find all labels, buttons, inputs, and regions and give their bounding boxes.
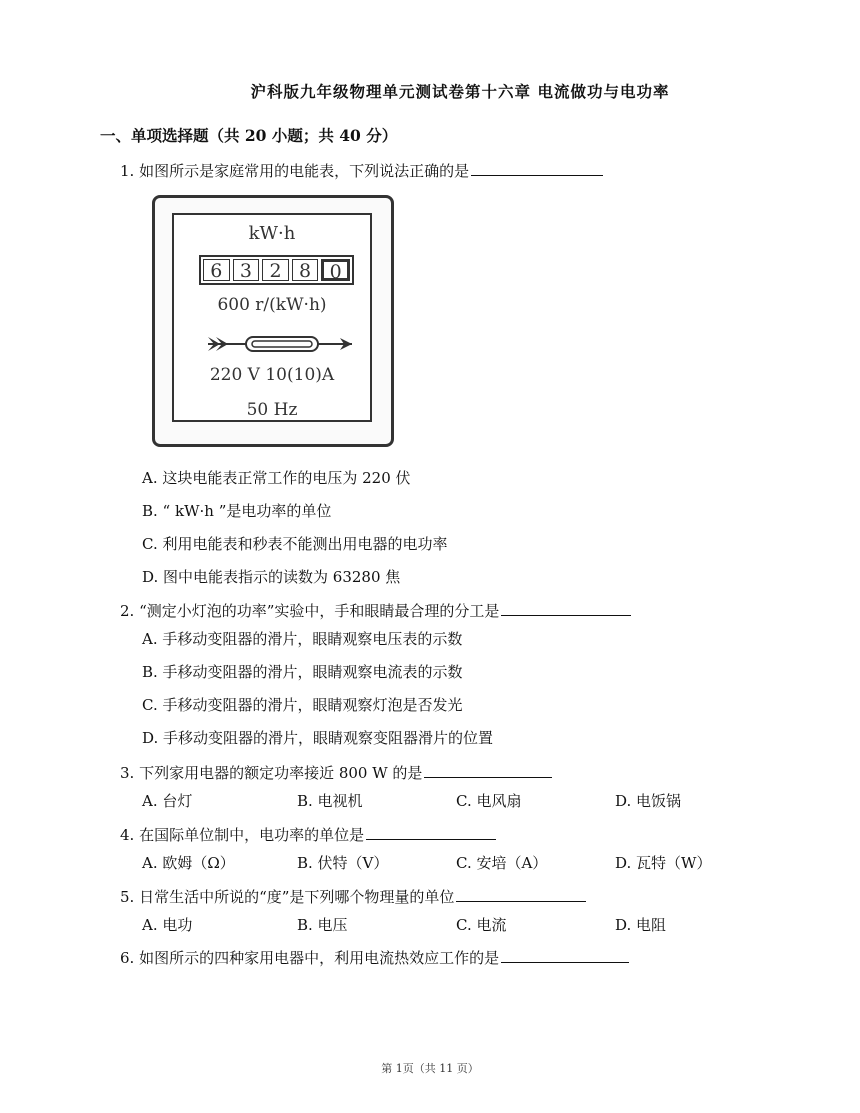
question-2 xyxy=(120,600,631,621)
section-heading: 一、单项选择题（共 20 小题；共 40 分） xyxy=(100,126,398,145)
meter-digit-decimal: 0 xyxy=(321,259,350,281)
page-title: 沪科版九年级物理单元测试卷第十六章 电流做功与电功率 xyxy=(250,82,670,101)
q3-option-a[interactable]: A. 台灯 xyxy=(142,792,193,810)
q5-option-a[interactable]: A. 电功 xyxy=(142,916,193,934)
question-1 xyxy=(120,160,603,181)
q3-option-b[interactable]: B. 电视机 xyxy=(297,792,363,810)
q1-option-d[interactable]: D. 图中电能表指示的读数为 63280 焦 xyxy=(142,568,401,586)
answer-blank-1[interactable] xyxy=(471,161,603,176)
q2-option-b[interactable]: B. 手移动变阻器的滑片，眼睛观察电流表的示数 xyxy=(142,663,463,681)
q5-option-c[interactable]: C. 电流 xyxy=(456,916,507,934)
answer-blank-2[interactable] xyxy=(501,601,631,616)
answer-blank-6[interactable] xyxy=(501,948,629,963)
q1-option-b[interactable]: B. “ kW·h ”是电功率的单位 xyxy=(142,502,332,520)
electricity-meter-figure xyxy=(152,195,394,447)
q1-option-a[interactable]: A. 这块电能表正常工作的电压为 220 伏 xyxy=(142,469,411,487)
q5-option-b[interactable]: B. 电压 xyxy=(297,916,348,934)
meter-face xyxy=(172,213,372,422)
question-5 xyxy=(120,886,586,907)
meter-digit: 6 xyxy=(203,259,230,281)
meter-rating: 220 V 10(10)A xyxy=(209,365,335,385)
q4-option-d[interactable]: D. 瓦特（W） xyxy=(615,854,712,872)
answer-blank-3[interactable] xyxy=(424,763,552,778)
question-4 xyxy=(120,824,496,845)
question-3-stem: 3. 下列家用电器的额定功率接近 800 W 的是 xyxy=(120,764,423,782)
question-5-stem: 5. 日常生活中所说的“度”是下列哪个物理量的单位 xyxy=(120,888,455,906)
question-6-stem: 6. 如图所示的四种家用电器中，利用电流热效应工作的是 xyxy=(120,949,500,967)
q5-option-d[interactable]: D. 电阻 xyxy=(615,916,667,934)
q3-option-d[interactable]: D. 电饭锅 xyxy=(615,792,682,810)
q4-option-c[interactable]: C. 安培（A） xyxy=(456,854,548,872)
q1-option-c[interactable]: C. 利用电能表和秒表不能测出用电器的电功率 xyxy=(142,535,448,553)
meter-revolutions: 600 r/(kW·h) xyxy=(217,295,327,315)
q4-option-a[interactable]: A. 欧姆（Ω） xyxy=(142,854,235,872)
meter-digit: 8 xyxy=(292,259,319,281)
meter-frequency: 50 Hz xyxy=(246,400,298,420)
meter-digits xyxy=(199,255,354,285)
q2-option-c[interactable]: C. 手移动变阻器的滑片，眼睛观察灯泡是否发光 xyxy=(142,696,463,714)
q2-option-d[interactable]: D. 手移动变阻器的滑片，眼睛观察变阻器滑片的位置 xyxy=(142,729,494,747)
question-2-stem: 2. “测定小灯泡的功率”实验中，手和眼睛最合理的分工是 xyxy=(120,602,500,620)
answer-blank-5[interactable] xyxy=(456,887,586,902)
q2-option-a[interactable]: A. 手移动变阻器的滑片，眼睛观察电压表的示数 xyxy=(142,630,463,648)
answer-blank-4[interactable] xyxy=(366,825,496,840)
meter-digit: 3 xyxy=(233,259,260,281)
rotation-arrow-icon xyxy=(206,333,356,355)
question-3 xyxy=(120,762,552,783)
q3-option-c[interactable]: C. 电风扇 xyxy=(456,792,522,810)
question-4-stem: 4. 在国际单位制中，电功率的单位是 xyxy=(120,826,365,844)
question-6 xyxy=(120,947,629,968)
q4-option-b[interactable]: B. 伏特（V） xyxy=(297,854,389,872)
meter-digit: 2 xyxy=(262,259,289,281)
question-1-stem: 1. 如图所示是家庭常用的电能表，下列说法正确的是 xyxy=(120,162,470,180)
page-footer: 第 1页（共 11 页） xyxy=(381,1062,479,1075)
meter-unit: kW·h xyxy=(248,223,296,244)
